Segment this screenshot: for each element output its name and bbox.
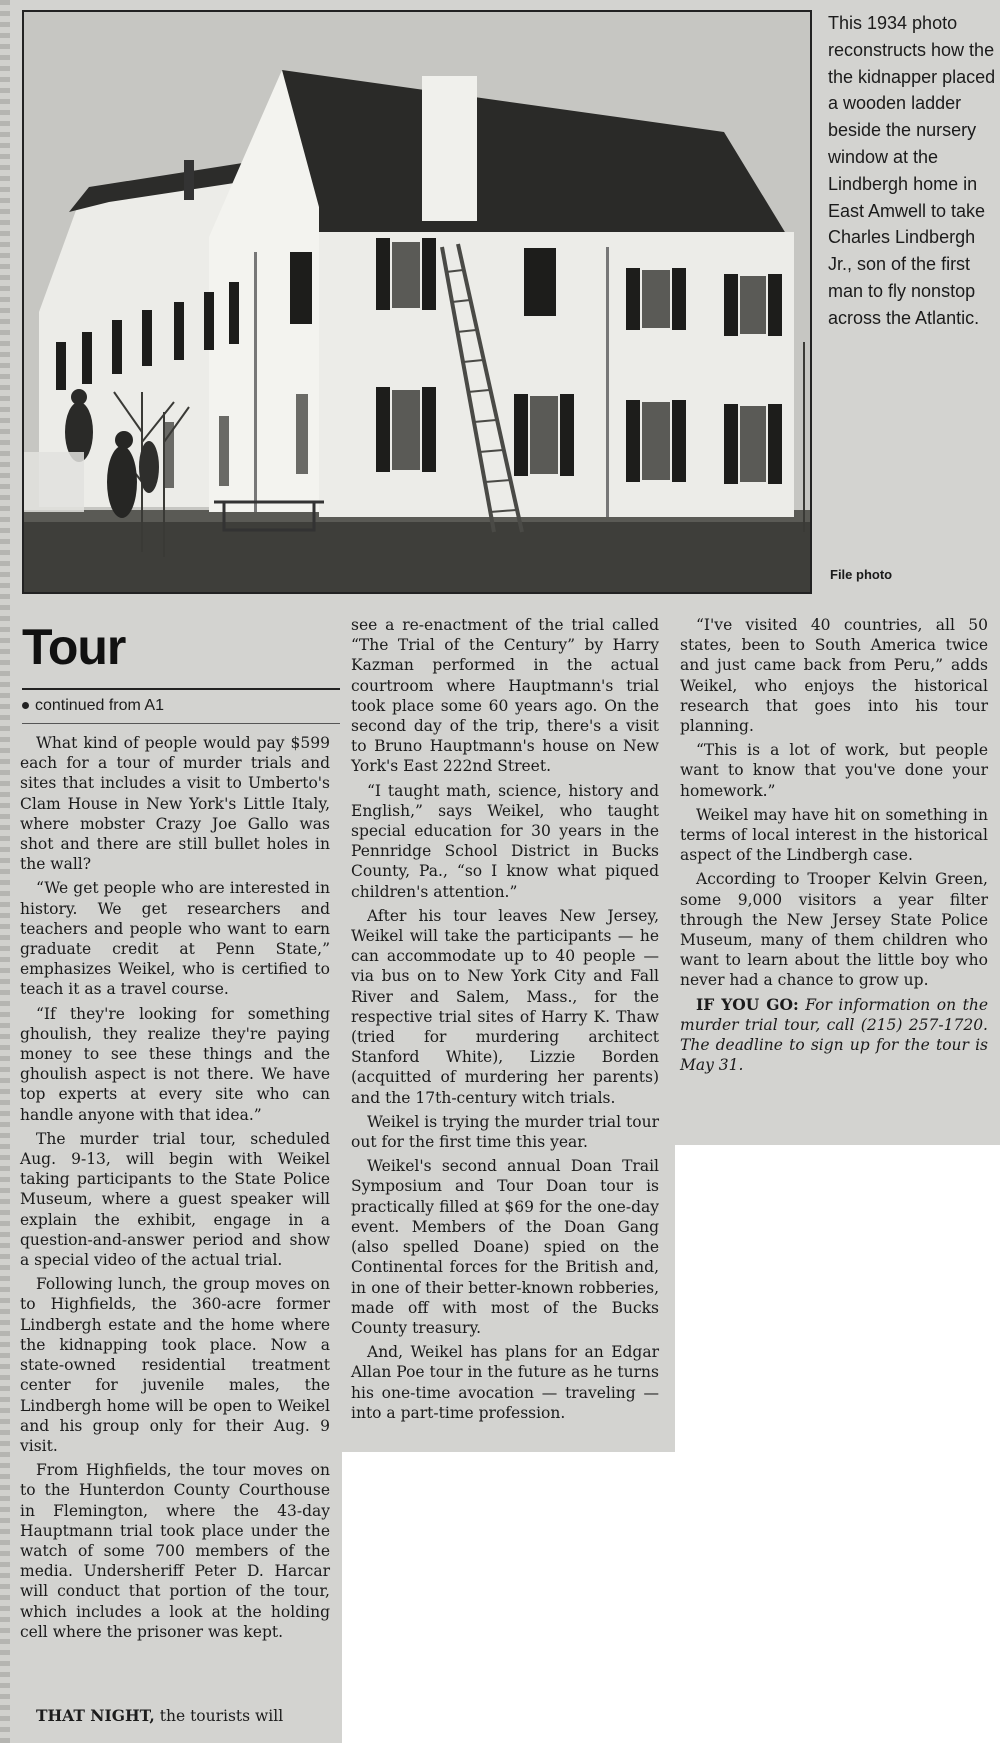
headline: Tour [22,619,126,675]
article-column-1 [20,733,330,1646]
paragraph: “If they're looking for something ghoulish, they realize they're paying money to see these things and the ghoulish aspect is not there. We have top experts at every site who can handle anyone with that idea.” [20,1004,330,1124]
column-1-final-paragraph [20,1706,330,1726]
bullet-icon [22,702,29,709]
photo-credit: File photo [830,567,893,582]
continued-line [22,697,164,715]
torn-edge [0,0,10,1743]
paragraph: Following lunch, the group moves on to Highfields, the 360-acre former Lindbergh estate and the home where the kidnapping took place. Now a state-owned residential treatment center for juvenile males, the Lindbergh home will be open to Weikel and his group only for their Aug. 9 visit. [20,1275,330,1455]
photo-caption: This 1934 photo reconstructs how the the kidnapper placed a wooden ladder beside the nursery window at the Lindbergh home in East Amwell to take Charles Lindbergh Jr., son of the first man to fly nonstop across the Atlantic. [828,13,996,328]
article-column-2 [351,615,659,1427]
kicker: THAT NIGHT, [36,1706,155,1725]
paragraph: After his tour leaves New Jersey, Weikel will take the participants — he can accommodate up to 40 people — via bus on to New York City and Fall River and Salem, Mass., for the respective trial sites of Harry K. Thaw (tried for murdering architect Stanford White), Lizzie Borden (acquitted of murdering her parents) and the 17th-century witch trials. [351,906,659,1107]
paragraph: What kind of people would pay $599 each for a tour of murder trials and sites that includes a visit to Umberto's Clam House in New York's Little Italy, where mobster Crazy Joe Gallo was shot and there are still bullet holes in the wall? [20,734,330,874]
paragraph: From Highfields, the tour moves on to the Hunterdon County Courthouse in Flemington, where the 43-day Hauptmann trial took place under the watch of some 700 members of the media. Undersheriff Peter D. Harcar will conduct that portion of the tour, which includes a look at the holding cell where the prisoner was kept. [20,1461,330,1641]
article-column-3 [680,615,988,1079]
paragraph: “I've visited 40 countries, all 50 states, been to South America twice and just came back from Peru,” adds Weikel, who enjoys the historical research that goes into his tour planning. [680,616,988,736]
paragraph-text: the tourists will [154,1707,284,1725]
paragraph: According to Trooper Kelvin Green, some 9,000 visitors a year filter through the New Jersey State Police Museum, many of them children who want to learn about the little boy who never had a chance to grow up. [680,870,988,990]
paragraph: see a re-enactment of the trial called “The Trial of the Century” by Harry Kazman performed in the actual courtroom where Hauptmann's trial took place some 60 years ago. On the second day of the trip, there's a visit to Bruno Hauptmann's house on New York's East 222nd Street. [351,616,659,776]
if-you-go-paragraph [680,995,988,1076]
paragraph: Weikel's second annual Doan Trail Symposium and Tour Doan tour is practically filled at $69 for the one-day event. Members of the Doan Gang (also spelled Doane) spied on the Continental forces for the British and, in one of their better-known robberies, made off with most of the Bucks County treasury. [351,1157,659,1337]
paragraph: Weikel is trying the murder trial tour out for the first time this year. [351,1112,659,1152]
paragraph: “I taught math, science, history and English,” says Weikel, who taught special education for 30 years in the Pennridge School District in Bucks County, Pa., “so I know what piqued children's attention.” [351,781,659,901]
headline-rule [22,688,340,690]
continued-rule [22,723,340,724]
paragraph: Weikel may have hit on something in terms of local interest in the historical aspect of the Lindbergh case. [680,805,988,865]
kicker: IF YOU GO: [696,994,799,1014]
paragraph: And, Weikel has plans for an Edgar Allan Poe tour in the future as he turns his one-time avocation — traveling — into a part-time profession. [351,1343,659,1422]
lindbergh-home-photo [22,10,812,594]
paragraph: “We get people who are interested in history. We get researchers and teachers and people who want to earn graduate credit at Penn State,” emphasizes Weikel, who is certified to teach it as a travel course. [20,879,330,999]
paragraph: “This is a lot of work, but people want to know that you've done your homework.” [680,741,988,800]
continued-text: continued from A1 [35,697,164,714]
paragraph: The murder trial tour, scheduled Aug. 9-13, will begin with Weikel taking participants to the State Police Museum, where a guest speaker will explain the exhibit, engage in a question-and-answer period and show a special video of the actual trial. [20,1129,330,1270]
paragraph-text: For information on the murder trial tour, call (215) 257-1720. The deadline to sign up for the tour is May 31. [680,995,989,1075]
